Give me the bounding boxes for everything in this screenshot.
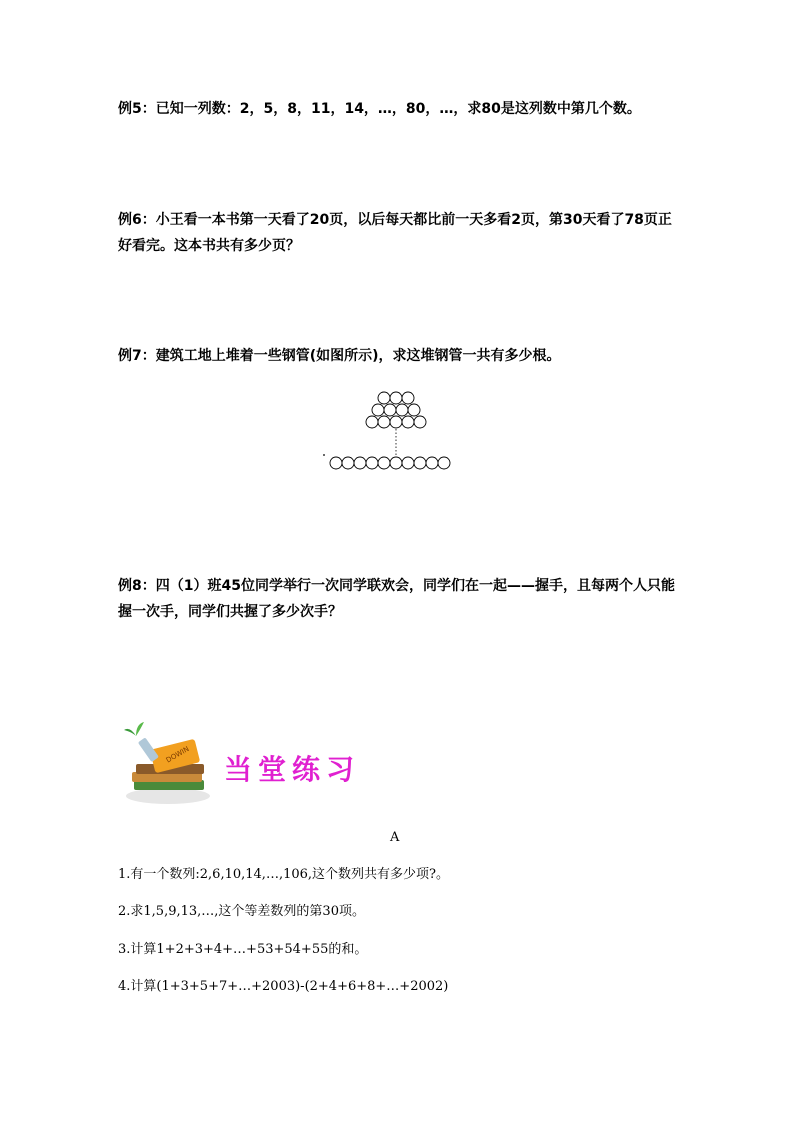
- pipe-circle: [330, 457, 342, 469]
- pipe-circle: [378, 457, 390, 469]
- question-3: 3.计算1+2+3+4+…+53+54+55的和。: [118, 942, 368, 957]
- pipe-circle: [354, 457, 366, 469]
- example-6: 例6：小王看一本书第一天看了20页，以后每天都比前一天多看2页，第30天看了78页正好看完。这本书共有多少页？: [118, 212, 672, 254]
- svg-text:DOWIN: DOWIN: [164, 744, 191, 765]
- example-7: 例7：建筑工地上堆着一些钢管(如图所示)，求这堆钢管一共有多少根。: [118, 348, 561, 364]
- pipe-circle: [402, 392, 414, 404]
- question-2: 2.求1,5,9,13,…,这个等差数列的第30项。: [118, 904, 365, 919]
- pipe-circle: [396, 404, 408, 416]
- pipe-circle: [390, 457, 402, 469]
- pipe-circle: [402, 416, 414, 428]
- question-4: 4.计算(1+3+5+7+…+2003)-(2+4+6+8+…+2002): [118, 979, 449, 994]
- books-pencil-icon: [122, 722, 214, 806]
- pipe-circle: [366, 416, 378, 428]
- pipe-circle: [408, 404, 420, 416]
- pipe-circle: [438, 457, 450, 469]
- pipe-circle: [414, 457, 426, 469]
- pipe-circle: [390, 416, 402, 428]
- pipe-circle: [402, 457, 414, 469]
- question-1: 1.有一个数列:2,6,10,14,…,106,这个数列共有多少项?。: [118, 867, 449, 882]
- section-letter: A: [390, 830, 400, 845]
- pipe-circle: [342, 457, 354, 469]
- example-5: 例5：已知一列数：2，5，8，11，14，…，80，…，求80是这列数中第几个数。: [118, 101, 641, 117]
- practice-title: 当堂练习: [224, 753, 361, 786]
- pipe-circle: [426, 457, 438, 469]
- pipe-circle: [414, 416, 426, 428]
- pipe-circle: [372, 404, 384, 416]
- pipe-circle: [378, 392, 390, 404]
- pipe-circle: [390, 392, 402, 404]
- example-8: 例8：四（1）班45位同学举行一次同学联欢会，同学们在一起——握手，且每两个人只能握一次手，同学们共握了多少次手？: [118, 578, 675, 620]
- dot-mark: [323, 454, 325, 456]
- pipe-circle: [366, 457, 378, 469]
- pipe-circle: [378, 416, 390, 428]
- pipe-circle: [384, 404, 396, 416]
- pipe-stack-figure: [318, 385, 478, 475]
